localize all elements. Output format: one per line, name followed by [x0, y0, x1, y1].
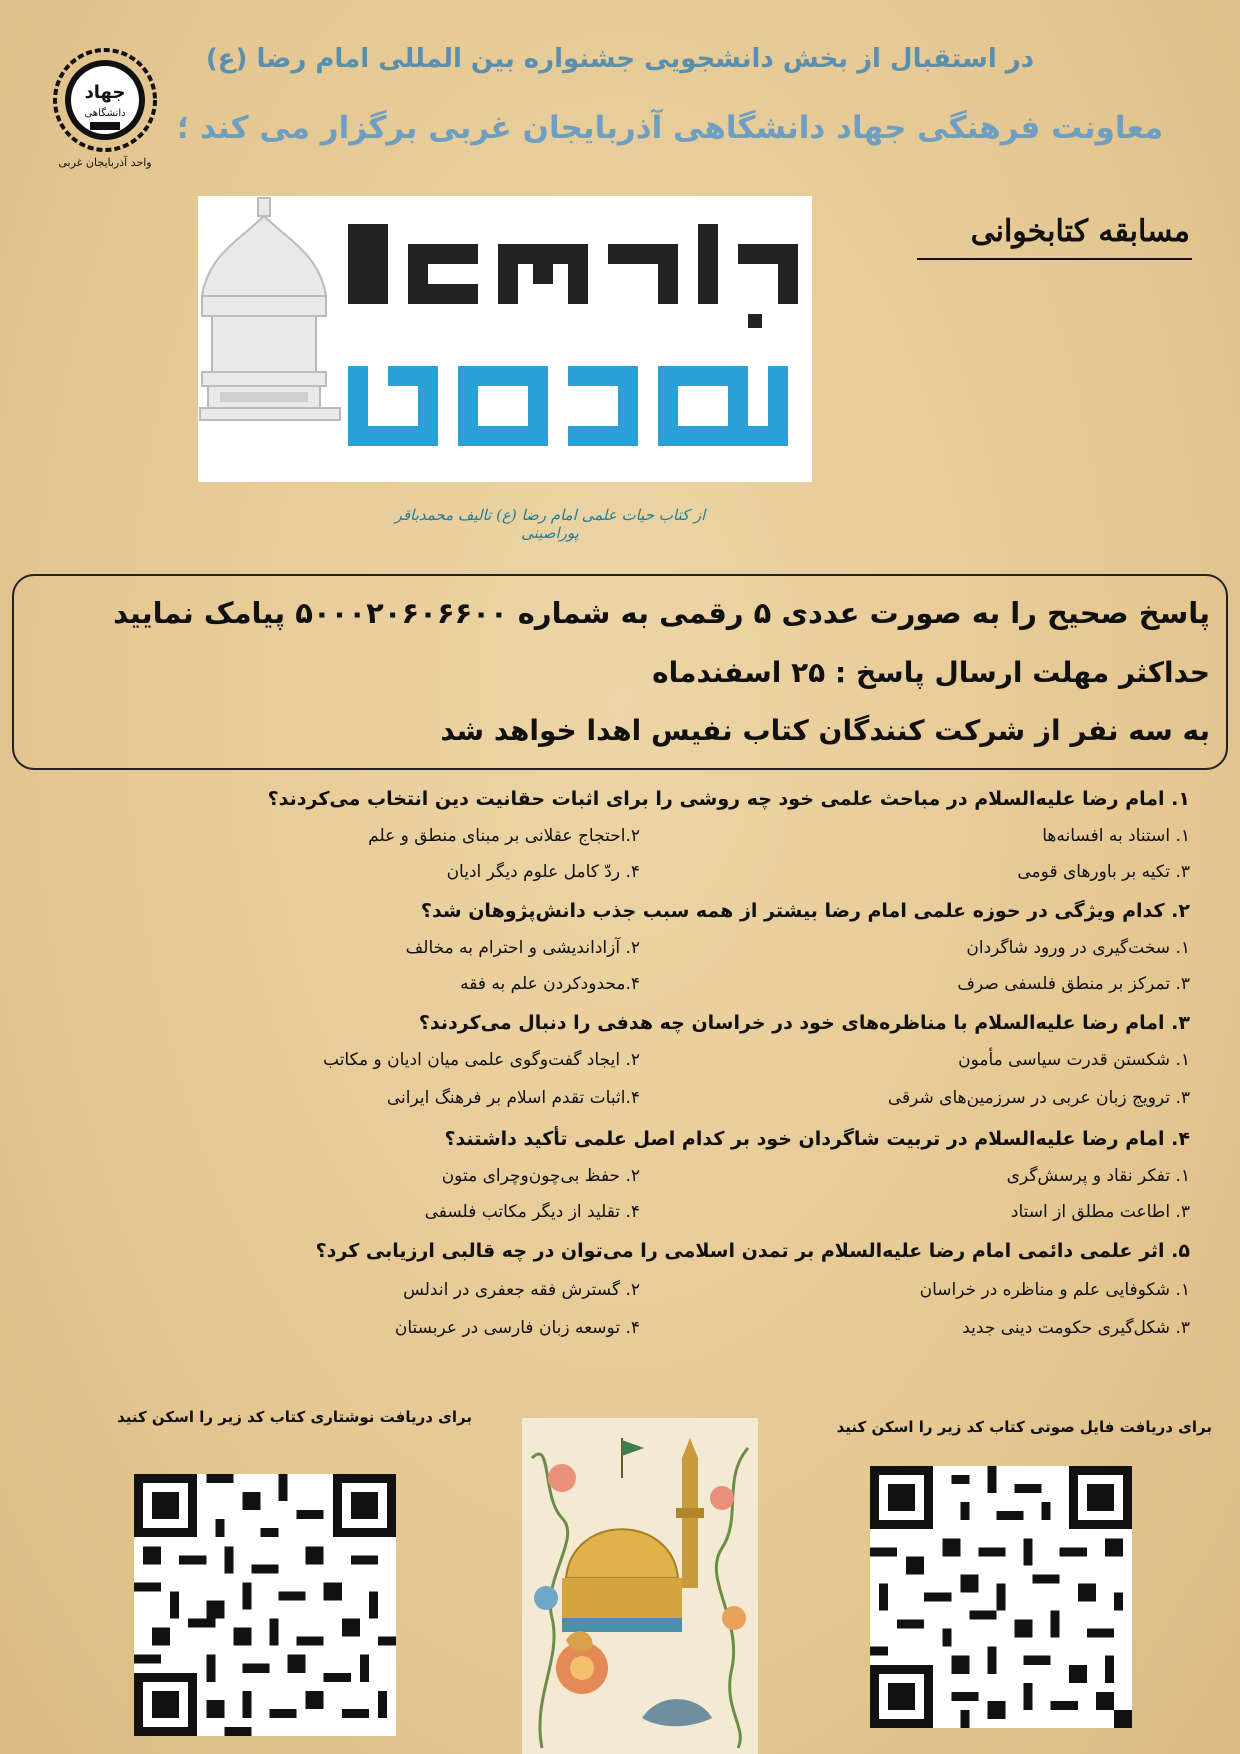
question-1-option-1: ۱. استناد به افسانه‌ها	[1042, 826, 1190, 846]
question-5: ۵. اثر علمی دائمی امام رضا علیه‌السلام بر تمدن اسلامی را می‌توان در چه قالبی ارزیابی کرد؟	[315, 1240, 1190, 1262]
question-2-option-3: ۳. تمرکز بر منطق فلسفی صرف	[957, 974, 1190, 994]
svg-text:دانشگاهی: دانشگاهی	[84, 108, 126, 119]
question-3-option-1: ۱. شکستن قدرت سیاسی مأمون	[958, 1050, 1190, 1070]
info-sms-instruction: پاسخ صحیح را به صورت عددی ۵ رقمی به شماره ۵۰۰۰۲۰۶۰۶۶۰۰ پیامک نمایید	[113, 596, 1210, 630]
contest-title: مسابقه کتابخوانی	[970, 214, 1190, 249]
text-qr-code[interactable]	[134, 1474, 396, 1736]
question-4-option-1: ۱. تفکر نقاد و پرسش‌گری	[1006, 1166, 1190, 1186]
text-qr-label: برای دریافت نوشتاری کتاب کد زیر را اسکن کنید	[117, 1408, 472, 1426]
contest-title-underline	[917, 258, 1192, 260]
question-4-option-2: ۲. حفظ بی‌چون‌وچرای متون	[441, 1166, 640, 1186]
question-1-option-4: ۴. ردّ کامل علوم دیگر ادیان	[446, 862, 640, 882]
question-2-option-1: ۱. سخت‌گیری در ورود شاگردان	[966, 938, 1190, 958]
question-2: ۲. کدام ویژگی در حوزه علمی امام رضا بیشتر از همه سبب جذب دانش‌پژوهان شد؟	[420, 900, 1190, 922]
question-3-option-4: ۴.اثبات تقدم اسلام بر فرهنگ ایرانی	[386, 1088, 640, 1108]
razavi-wordmark	[348, 336, 798, 476]
logo-subtext: واحد آذربایجان غربی	[58, 156, 152, 169]
info-deadline: حداکثر مهلت ارسال پاسخ : ۲۵ اسفندماه	[652, 656, 1210, 689]
question-3-option-2: ۲. ایجاد گفت‌وگوی علمی میان ادیان و مکاتب	[323, 1050, 640, 1070]
question-1-option-2: ۲.احتجاج عقلانی بر مبنای منطق و علم	[368, 826, 640, 846]
audio-qr-code[interactable]	[870, 1466, 1132, 1728]
question-3-option-3: ۳. ترویج زبان عربی در سرزمین‌های شرقی	[887, 1088, 1190, 1108]
header-line-1: در استقبال از بخش دانشجویی جشنواره بین المللی امام رضا (ع)	[205, 44, 1035, 74]
question-3: ۳. امام رضا علیه‌السلام با مناظره‌های خود در خراسان چه هدفی را دنبال می‌کردند؟	[418, 1012, 1190, 1034]
book-caption: از کتاب حیات علمی امام رضا (ع) تالیف محمدباقر پوراصینی	[394, 506, 706, 542]
question-5-option-4: ۴. توسعه زبان فارسی در عربستان	[394, 1318, 640, 1338]
book-logo	[198, 196, 812, 482]
header-line-2: معاونت فرهنگی جهاد دانشگاهی آذربایجان غربی برگزار می کند ؛	[176, 110, 1164, 146]
svg-text:جهاد: جهاد	[84, 82, 126, 103]
question-2-option-2: ۲. آزاداندیشی و احترام به مخالف	[405, 938, 640, 958]
question-5-option-1: ۱. شکوفایی علم و مناظره در خراسان	[919, 1280, 1190, 1300]
question-5-option-3: ۳. شکل‌گیری حکومت دینی جدید	[962, 1318, 1190, 1338]
audio-qr-label: برای دریافت فایل صوتی کتاب کد زیر را اسکن کنید	[836, 1418, 1212, 1436]
question-1-option-3: ۳. تکیه بر باورهای قومی	[1017, 862, 1190, 882]
jahad-daneshgahi-logo	[50, 42, 160, 172]
question-2-option-4: ۴.محدودکردن علم به فقه	[460, 974, 640, 994]
question-1: ۱. امام رضا علیه‌السلام در مباحث علمی خود چه روشی را برای اثبات حقانیت دین انتخاب می‌کردند؟	[267, 788, 1190, 810]
question-4: ۴. امام رضا علیه‌السلام در تربیت شاگردان خود بر کدام اصل علمی تأکید داشتند؟	[444, 1128, 1190, 1150]
question-5-option-2: ۲. گسترش فقه جعفری در اندلس	[403, 1280, 640, 1300]
question-4-option-4: ۴. تقلید از دیگر مکاتب فلسفی	[424, 1202, 640, 1222]
info-prize: به سه نفر از شرکت کنندگان کتاب نفیس اهدا خواهد شد	[440, 714, 1210, 747]
question-4-option-3: ۳. اطاعت مطلق از استاد	[1010, 1202, 1190, 1222]
shrine-artwork	[522, 1418, 758, 1754]
porsman-wordmark	[348, 204, 798, 334]
